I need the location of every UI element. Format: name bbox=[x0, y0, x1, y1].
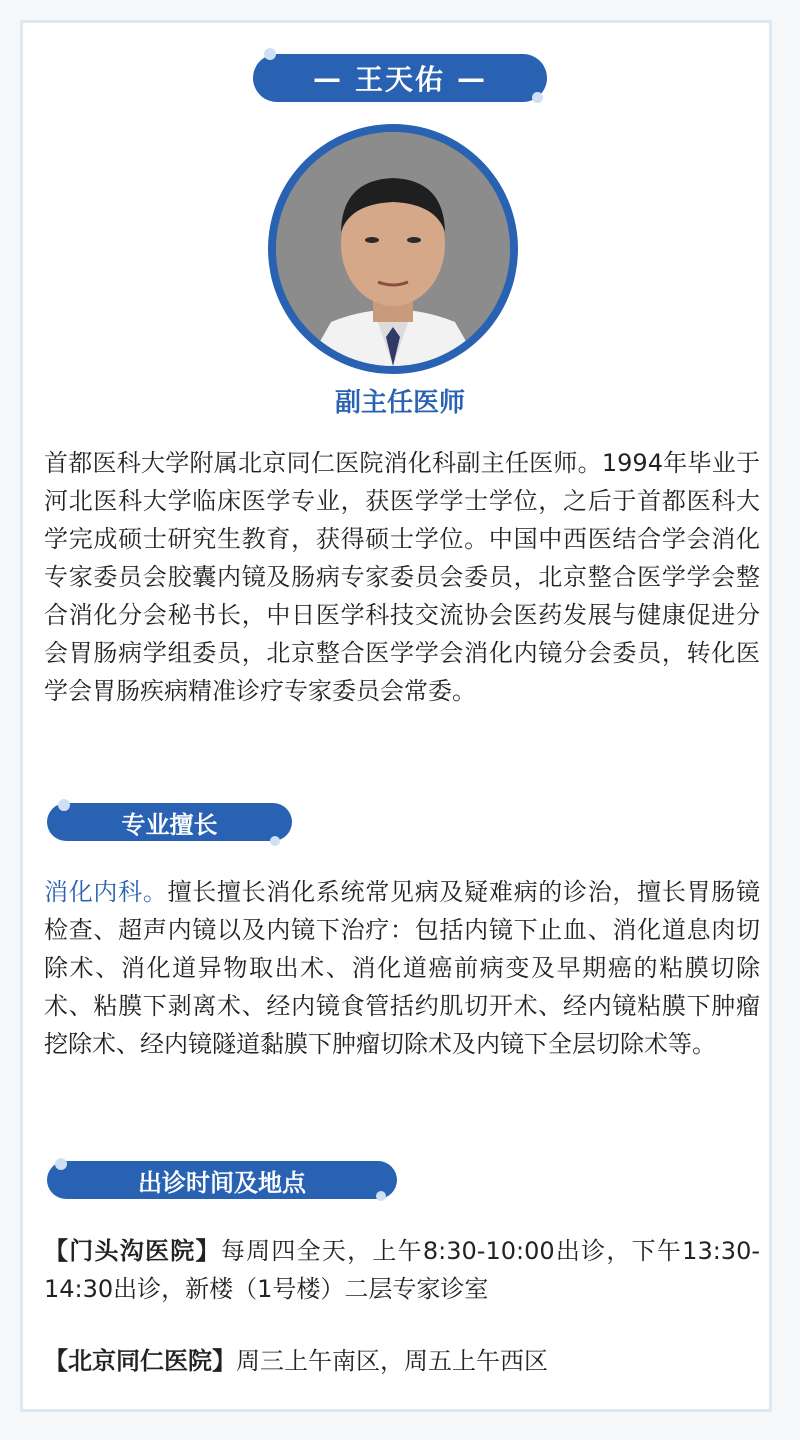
specialty-highlight: 消化内科。 bbox=[44, 878, 168, 906]
visit-item bbox=[44, 1232, 760, 1308]
clinic-name: 【门头沟医院】 bbox=[44, 1237, 221, 1265]
schedule-heading: 出诊时间及地点 bbox=[47, 1161, 397, 1199]
avatar bbox=[276, 132, 510, 366]
dash-left: — bbox=[312, 61, 343, 95]
specialty-heading: 专业擅长 bbox=[47, 803, 292, 841]
decor-dot bbox=[58, 799, 70, 811]
doctor-title: 副主任医师 bbox=[334, 388, 465, 418]
decor-dot bbox=[532, 92, 543, 103]
visit-item bbox=[44, 1342, 760, 1380]
decor-dot bbox=[264, 48, 276, 60]
doctor-name: 王天佑 bbox=[354, 63, 445, 96]
doctor-bio: 首都医科大学附属北京同仁医院消化科副主任医师。1994年毕业于河北医科大学临床医学专业，获医学学士学位，之后于首都医科大学完成硕士研究生教育，获得硕士学位。中国中西医结合学会消化专家委员会胶囊内镜及肠病专家委员会委员，北京整合医学学会整合消化分会秘书长，中日医学科技交流协会医药发展与健康促进分会胃肠病学组委员，北京整合医学学会消化内镜分会委员，转化医学会胃肠疾病精准诊疗专家委员会常委。 bbox=[44, 449, 760, 705]
decor-dot bbox=[376, 1191, 386, 1201]
visit-detail: 每周四全天，上午8:30-10:00出诊，下午13:30-14:30出诊，新楼（1号楼）二层专家诊室 bbox=[44, 1237, 761, 1303]
visit-detail: 周三上午南区，周五上午西区 bbox=[236, 1347, 548, 1375]
doctor-name-banner bbox=[253, 54, 547, 102]
doctor-portrait-icon bbox=[276, 132, 510, 366]
dash-right: — bbox=[457, 61, 487, 95]
clinic-name: 【北京同仁医院】 bbox=[44, 1347, 236, 1375]
specialty-detail: 擅长擅长消化系统常见病及疑难病的诊治，擅长胃肠镜检查、超声内镜以及内镜下治疗：包括内镜下止血、消化道息肉切除术、消化道异物取出术、消化道癌前病变及早期癌的粘膜切除术、粘膜下剥离术、经内镜食管括约肌切开术、经内镜粘膜下肿瘤挖除术、经内镜隧道黏膜下肿瘤切除术及内镜下全层切除术等。 bbox=[44, 878, 761, 1058]
decor-dot bbox=[270, 836, 280, 846]
decor-dot bbox=[55, 1158, 67, 1170]
specialty-text bbox=[44, 873, 760, 1063]
avatar-ring bbox=[268, 124, 518, 374]
